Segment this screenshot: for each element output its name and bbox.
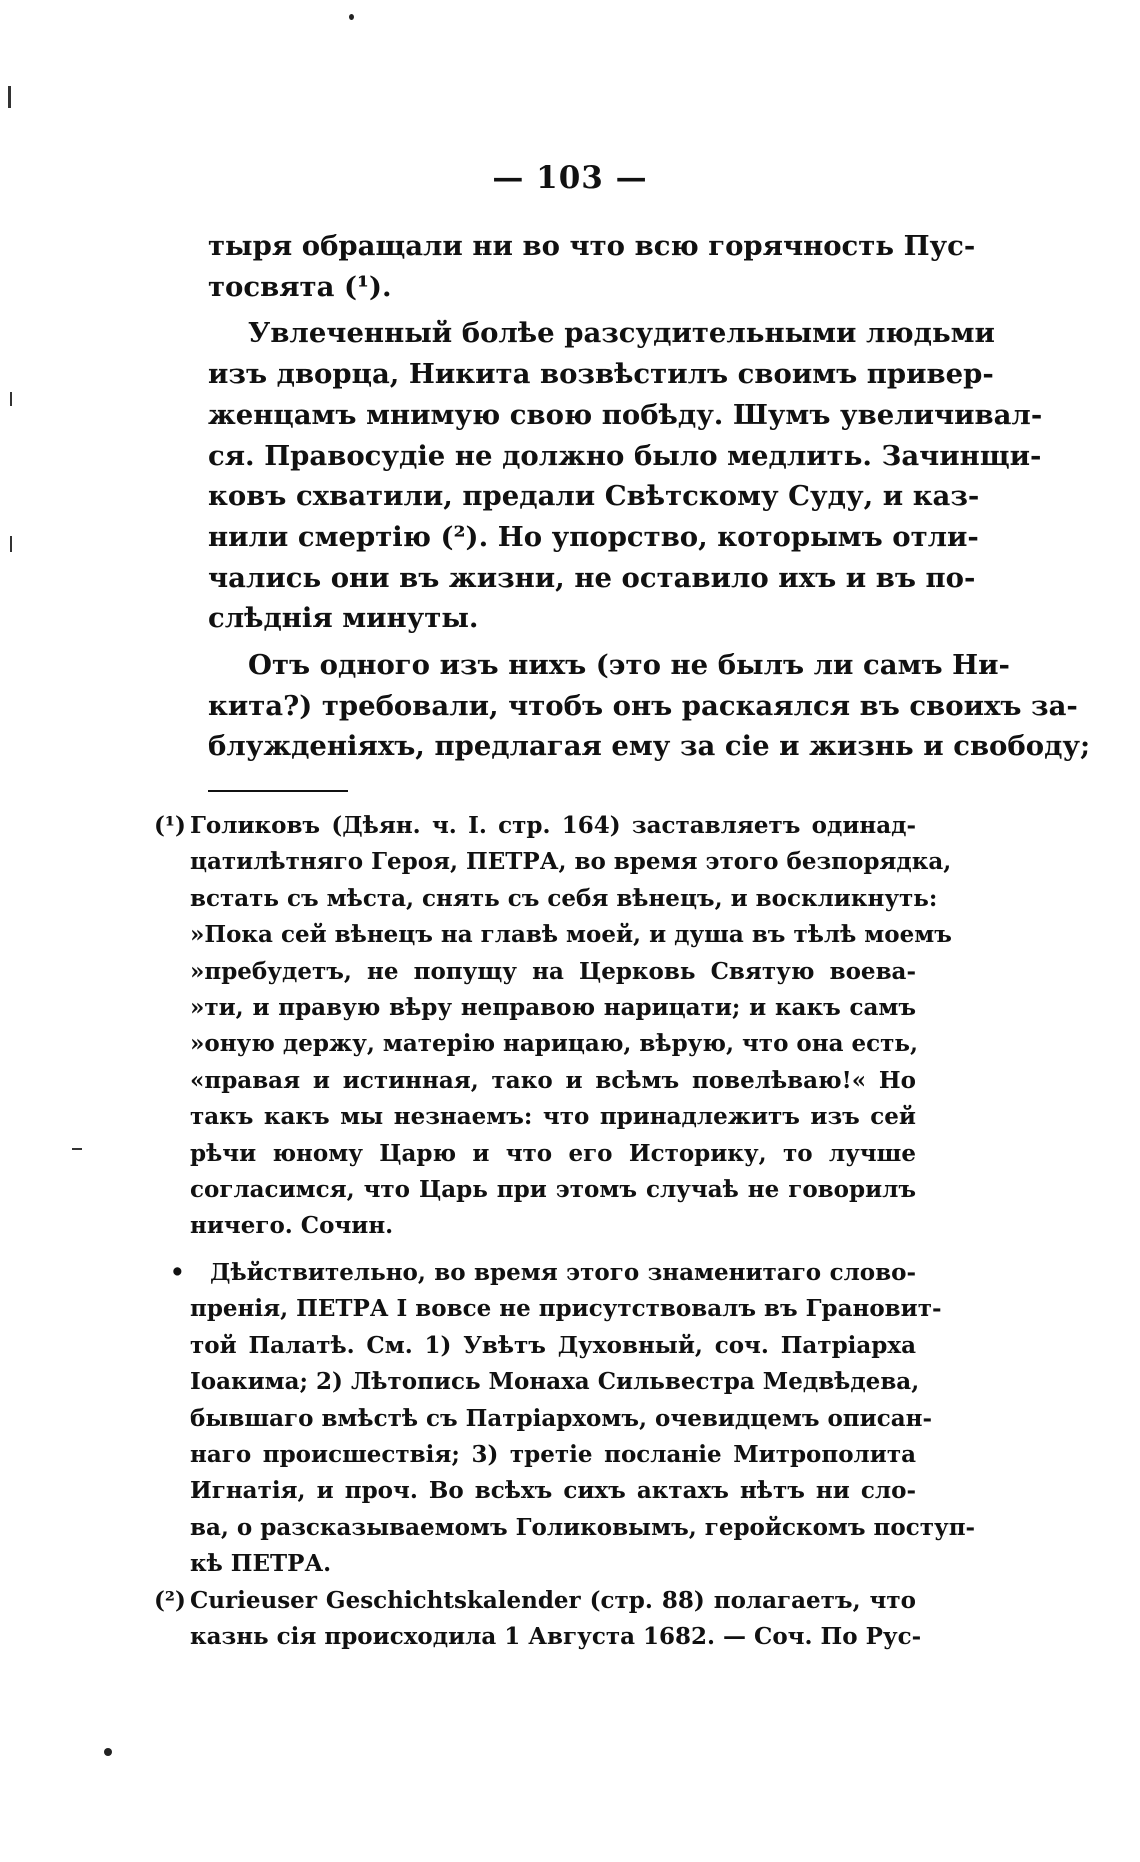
scan-mark	[10, 536, 12, 552]
footnote-line: такъ какъ мы незнаемъ: что принадлежитъ изъ сей	[190, 1103, 916, 1131]
footnote-line: встать съ мѣста, снять съ себя вѣнецъ, и воскликнуть:	[190, 884, 938, 912]
footnote-line: казнь сія происходила 1 Августа 1682. — Соч. По Рус-	[190, 1622, 922, 1650]
footnote-line: »пребудетъ, не попущу на Церковь Святую воева-	[190, 957, 916, 985]
footnote-marker: (¹)	[154, 812, 186, 839]
text-line: слѣднія минуты.	[208, 602, 479, 635]
footnote-marker: (²)	[154, 1586, 186, 1614]
footnote-2	[154, 1583, 922, 1656]
scan-speck	[104, 1748, 112, 1756]
text-line: Увлеченный болѣе разсудительными людьми	[248, 317, 995, 350]
text-line: изъ дворца, Никита возвѣстилъ своимъ привер-	[208, 358, 994, 391]
main-text	[208, 226, 1091, 767]
footnotes	[154, 808, 976, 1655]
footnote-line: ва, о разсказываемомъ Голиковымъ, геройскомъ поступ-	[190, 1513, 976, 1541]
footnote-line: Дѣйствительно, во время этого знаменитаго слово-	[210, 1258, 916, 1286]
footnote-line: Curieuser Geschichtskalender (стр. 88) полагаетъ, что	[190, 1586, 916, 1614]
paragraph-2	[208, 313, 1043, 639]
footnote-line: Голиковъ (Дѣян. ч. I. стр. 164) заставляетъ одинад-	[190, 812, 916, 839]
scan-mark	[8, 86, 11, 108]
scan-mark	[72, 1148, 82, 1150]
footnote-line: цатилѣтняго Героя, ПЕТРА, во время этого безпорядка,	[190, 848, 952, 876]
text-line: чались они въ жизни, не оставило ихъ и въ по-	[208, 561, 976, 594]
paragraph-3	[208, 645, 1091, 767]
text-line: женцамъ мнимую свою побѣду. Шумъ увеличивал-	[208, 398, 1043, 431]
footnote-line: рѣчи юному Царю и что его Историку, то лучше	[190, 1139, 916, 1167]
footnote-line: той Палатѣ. См. 1) Увѣтъ Духовный, соч. Патріарха	[190, 1331, 916, 1359]
footnote-1-addendum	[156, 1255, 976, 1583]
text-line: Отъ одного изъ нихъ (это не былъ ли самъ Ни-	[248, 649, 1010, 682]
text-line: блужденіяхъ, предлагая ему за сіе и жизнь и свободу;	[208, 730, 1091, 763]
footnote-line: »оную держу, матерію нарицаю, вѣрую, что она есть,	[190, 1030, 919, 1058]
footnote-line: кѣ ПЕТРА.	[190, 1550, 332, 1578]
text-line: нили смертію (²). Но упорство, которымъ отли-	[208, 520, 979, 553]
text-line: ся. Правосудіе не должно было медлить. Зачинщи-	[208, 439, 1042, 472]
text-line: кита?) требовали, чтобъ онъ раскаялся въ своихъ за-	[208, 689, 1078, 722]
footnote-line: наго происшествія; 3) третіе посланіе Митрополита	[190, 1440, 916, 1468]
footnote-line: Игнатія, и проч. Во всѣхъ сихъ актахъ нѣтъ ни сло-	[190, 1477, 916, 1505]
footnote-divider	[208, 790, 348, 792]
page-number: — 103 —	[492, 160, 648, 196]
footnote-line: бывшаго вмѣстѣ съ Патріархомъ, очевидцемъ описан-	[190, 1404, 932, 1432]
footnote-line: согласимся, что Царь при этомъ случаѣ не говорилъ	[190, 1176, 916, 1204]
scan-mark	[10, 392, 12, 406]
text-line: тыря обращали ни во что всю горячность Пус-	[208, 230, 976, 262]
footnote-bullet: •	[170, 1258, 185, 1286]
text-line: ковъ схватили, предали Свѣтскому Суду, и каз-	[208, 480, 980, 513]
footnote-line: ничего. Сочин.	[190, 1212, 394, 1240]
footnote-1	[154, 808, 952, 1245]
footnote-line: пренія, ПЕТРА I вовсе не присутствовалъ въ Грановит-	[190, 1295, 942, 1323]
text-line: тосвята (¹).	[208, 270, 392, 303]
footnote-line: »ти, и правую вѣру неправою нарицати; и какъ самъ	[190, 994, 916, 1022]
footnote-line: «правая и истинная, тако и всѣмъ повелѣваю!« Но	[190, 1066, 916, 1094]
scan-speck	[349, 14, 354, 20]
paragraph-1	[208, 226, 976, 307]
footnote-line: Іоакима; 2) Лѣтопись Монаха Сильвестра Медвѣдева,	[190, 1368, 920, 1396]
footnote-line: »Пока сей вѣнецъ на главѣ моей, и душа въ тѣлѣ моемъ	[190, 921, 952, 949]
